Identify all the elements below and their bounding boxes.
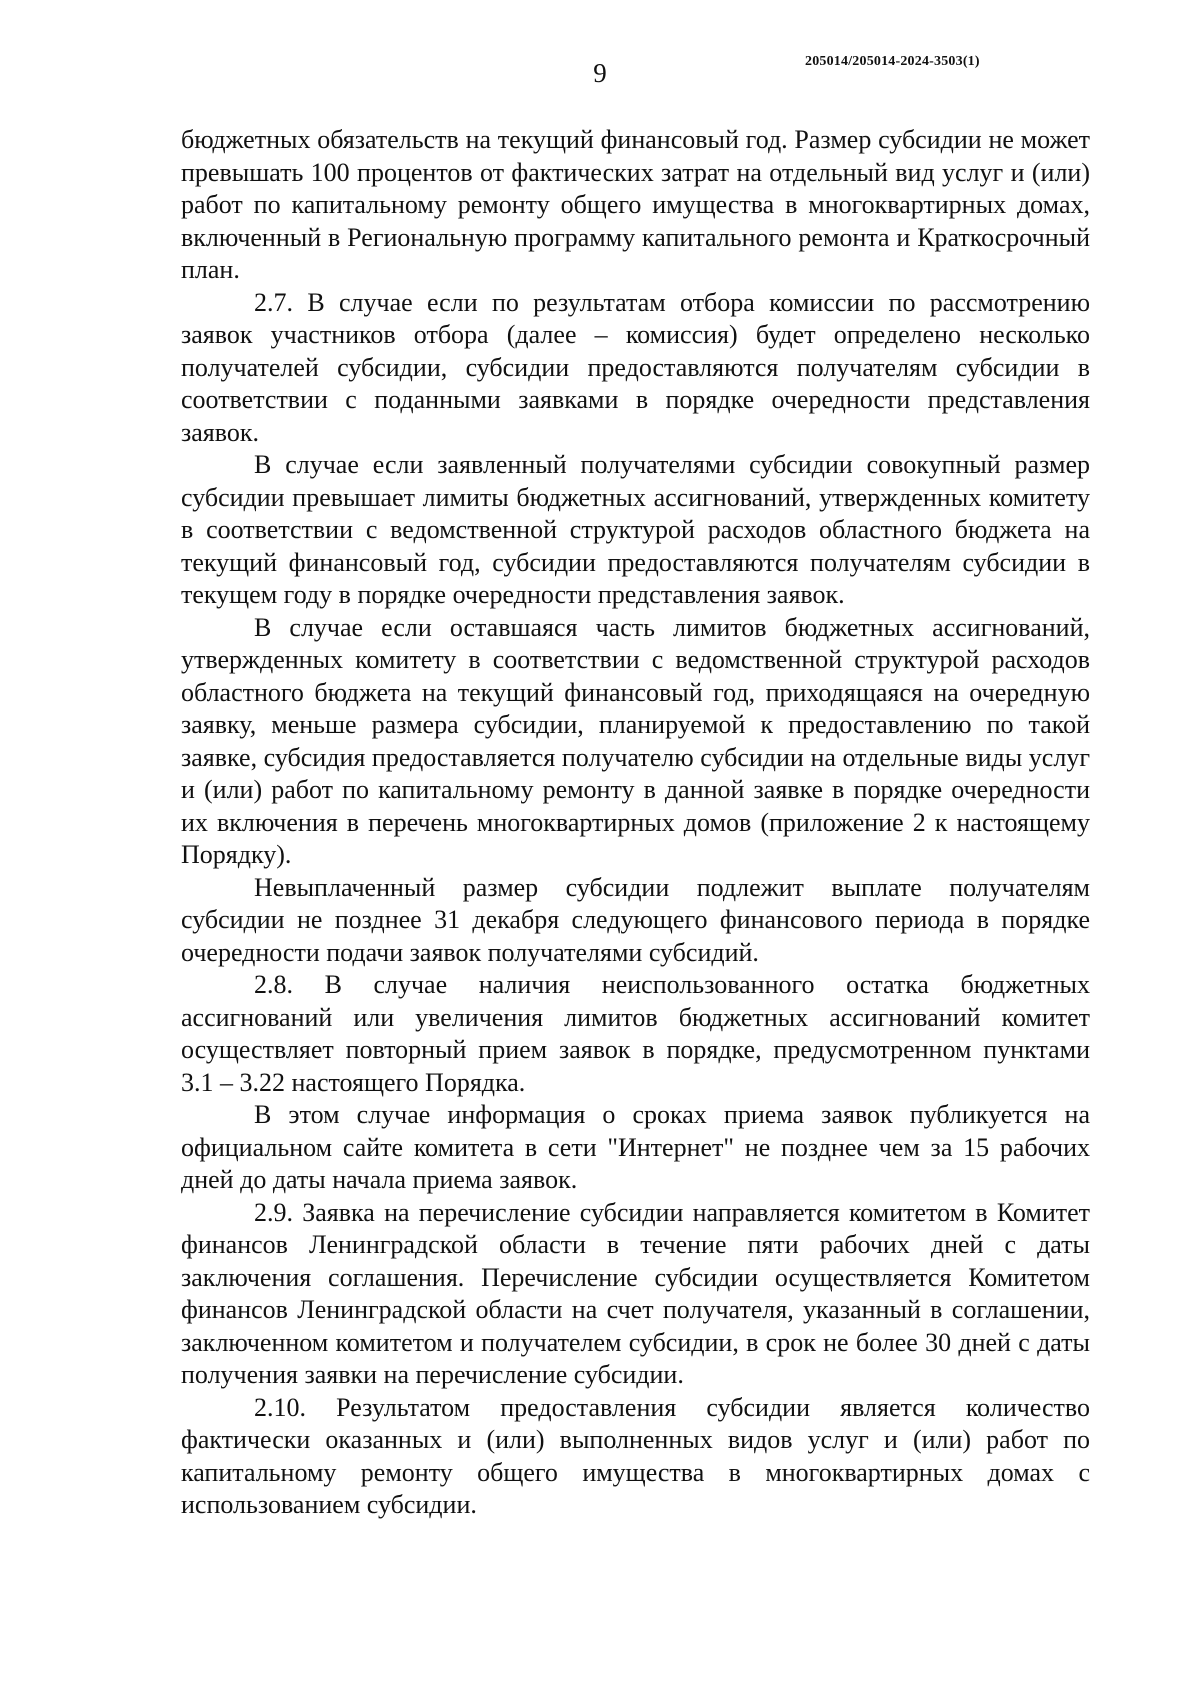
document-id: 205014/205014-2024-3503(1) [805, 54, 980, 69]
paragraph-2-7-remaining-limit: В случае если оставшаяся часть лимитов бюджетных ассигнований, утвержденных комитету в соответствии с ведомственной структурой расходов областного бюджета на текущий финансовый год, приходящаяся на очередную заявку, меньше размера субсидии, планируемой к предоставлению по такой заявке, субсидия предоставляется получателю субсидии на отдельные виды услуг и (или) работ по капитальному ремонту в данной заявке в порядке очередности их включения в перечень многоквартирных домов (приложение 2 к настоящему Порядку). [181, 612, 1090, 869]
paragraph-2-8: 2.8. В случае наличия неиспользованного остатка бюджетных ассигнований или увеличения лимитов бюджетных ассигнований комитет осуществляет повторный прием заявок в порядке, предусмотренном пунктами 3.1 – 3.22 настоящего Порядка. [181, 970, 1090, 1097]
paragraph-2-9: 2.9. Заявка на перечисление субсидии направляется комитетом в Комитет финансов Ленинградской области в течение пяти рабочих дней с даты заключения соглашения. Перечисление субсидии осуществляется Комитетом финансов Ленинградской области на счет получателя, указанный в соглашении, заключенном комитетом и получателем субсидии, в срок не более 30 дней с даты получения заявки на перечисление субсидии. [181, 1197, 1090, 1389]
paragraph-2-10: 2.10. Результатом предоставления субсидии является количество фактически оказанных и (или) выполненных видов услуг и (или) работ по капитальному ремонту общего имущества в многоквартирных домах с использованием субсидии. [181, 1392, 1090, 1519]
paragraph-continuation: бюджетных обязательств на текущий финансовый год. Размер субсидии не может превышать 100 процентов от фактических затрат на отдельный вид услуг и (или) работ по капитальному ремонту общего имущества в многоквартирных домах, включенный в Региональную программу капитального ремонта и Краткосрочный план. [181, 125, 1090, 284]
page-number: 9 [593, 58, 607, 88]
document-body [181, 124, 1090, 1522]
paragraph-2-7: 2.7. В случае если по результатам отбора комиссии по рассмотрению заявок участников отбора (далее – комиссия) будет определено несколько получателей субсидии, субсидии предоставляются получателям субсидии в соответствии с поданными заявками в порядке очередности представления заявок. [181, 287, 1090, 447]
paragraph-2-7-total-exceeds: В случае если заявленный получателями субсидии совокупный размер субсидии превышает лимиты бюджетных ассигнований, утвержденных комитету в соответствии с ведомственной структурой расходов областного бюджета на текущий финансовый год, субсидии предоставляются получателям субсидии в текущем году в порядке очередности представления заявок. [181, 450, 1090, 609]
paragraph-2-8-publication: В этом случае информация о сроках приема заявок публикуется на официальном сайте комитета в сети "Интернет" не позднее чем за 15 рабочих дней до даты начала приема заявок. [181, 1100, 1090, 1194]
paragraph-2-7-unpaid: Невыплаченный размер субсидии подлежит выплате получателям субсидии не позднее 31 декабря следующего финансового периода в порядке очередности подачи заявок получателями субсидий. [181, 872, 1090, 967]
